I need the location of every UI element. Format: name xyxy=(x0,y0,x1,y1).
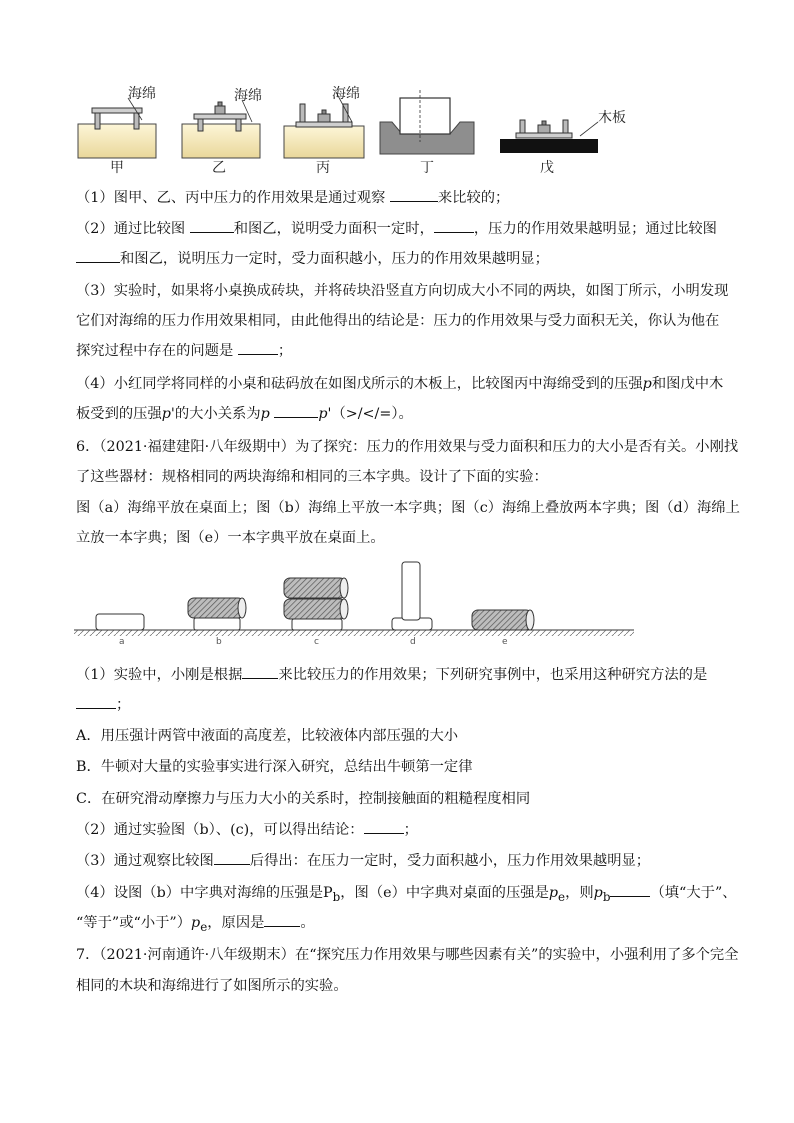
q5-part2-line1: （2）通过比较图 和图乙，说明受力面积一定时， ，压力的作用效果越明显；通过比较图 xyxy=(76,218,754,240)
q6-option-c: C．在研究滑动摩擦力与压力大小的关系时，控制接触面的粗糙程度相同 xyxy=(76,791,531,807)
setup-wu xyxy=(500,109,626,174)
q6-desc-line1: 图（a）海绵平放在桌面上；图（b）海绵上平放一本字典；图（c）海绵上叠放两本字典；图（d）海绵上 xyxy=(76,500,740,516)
label-board: 木板 xyxy=(598,110,626,126)
setup-bing xyxy=(284,86,364,174)
caption-ding: 丁 xyxy=(420,160,434,174)
q6-option-a: A．用压强计两管中液面的高度差，比较液体内部压强的大小 xyxy=(76,728,459,744)
setup-jia xyxy=(78,86,156,174)
label-sponge-bing: 海绵 xyxy=(332,86,360,102)
answer-blank[interactable] xyxy=(242,664,278,679)
q6-header-line2: 了这些器材：规格相同的两块海绵和相同的三本字典。设计了下面的实验： xyxy=(76,469,548,485)
label-b: b xyxy=(216,637,222,647)
label-a: a xyxy=(119,637,125,647)
q5-part1: （1）图甲、乙、丙中压力的作用效果是通过观察 来比较的； xyxy=(76,187,754,209)
setup-yi xyxy=(182,88,262,174)
label-sponge-jia: 海绵 xyxy=(128,86,156,102)
answer-blank[interactable] xyxy=(214,850,250,865)
setup-a xyxy=(96,614,144,647)
answer-blank[interactable] xyxy=(238,340,278,355)
answer-blank[interactable] xyxy=(274,403,318,418)
q5-part2-line2: 和图乙，说明压力一定时，受力面积越小，压力的作用效果越明显； xyxy=(76,248,754,270)
setup-ding xyxy=(380,90,474,174)
q6-part2: （2）通过实验图（b）、(c)，可以得出结论： ； xyxy=(76,819,754,841)
q6-header-line1: 6．（2021·福建建阳·八年级期中）为了探究：压力的作用效果与受力面积和压力的大小是否有关。小刚找 xyxy=(76,439,739,455)
answer-blank[interactable] xyxy=(264,912,300,927)
caption-bing: 丙 xyxy=(316,160,330,174)
q6-part1-line1: （1）实验中，小刚是根据 来比较压力的作用效果；下列研究事例中，也采用这种研究方法的是 xyxy=(76,664,754,686)
q5-part3-line2: 它们对海绵的压力作用效果相同，由此他得出的结论是：压力的作用效果与受力面积无关，你认为他在 xyxy=(76,313,720,329)
figure-pressure-experiments xyxy=(70,84,630,174)
q5-part3-line1: （3）实验时，如果将小桌换成砖块，并将砖块沿竖直方向切成大小不同的两块，如图丁所示，小明发现 xyxy=(76,283,729,299)
setup-c xyxy=(284,578,348,647)
caption-wu: 戊 xyxy=(540,160,554,174)
label-e: e xyxy=(502,637,508,647)
answer-blank[interactable] xyxy=(76,248,120,263)
caption-yi: 乙 xyxy=(212,160,226,174)
q5-part3-line3: 探究过程中存在的问题是 ； xyxy=(76,340,754,362)
answer-blank[interactable] xyxy=(610,882,650,897)
label-sponge-yi: 海绵 xyxy=(234,88,262,104)
q6-part4-line1: （4）设图（b）中字典对海绵的压强是$P_b$，图（e）中字典对桌面的压强是$p_e$，则$p_b$ （填“大于”、 xyxy=(76,882,754,908)
answer-blank[interactable] xyxy=(190,218,234,233)
caption-jia: 甲 xyxy=(110,160,124,174)
answer-blank[interactable] xyxy=(390,187,438,202)
figure-dictionary-sponge xyxy=(74,556,714,656)
q6-desc-line2: 立放一本字典；图（e）一本字典平放在桌面上。 xyxy=(76,530,385,546)
setup-e xyxy=(472,610,534,647)
label-d: d xyxy=(410,637,416,647)
q7-line2: 相同的木块和海绵进行了如图所示的实验。 xyxy=(76,978,348,994)
setup-b xyxy=(188,598,246,647)
q5-part4-line1: （4）小红同学将同样的小桌和砝码放在如图戊所示的木板上，比较图丙中海绵受到的压强p和图戊中木 xyxy=(76,376,724,392)
answer-blank[interactable] xyxy=(434,218,474,233)
answer-blank[interactable] xyxy=(76,694,116,709)
q5-part4-line2: 板受到的压强p'的大小关系为p p'（>/</=）。 xyxy=(76,403,754,425)
q6-part4-line2: “等于”或“小于$”)p_e$，原因是 。 xyxy=(76,912,754,938)
label-c: c xyxy=(314,637,319,647)
q6-part1-line2: ； xyxy=(76,694,754,716)
q6-part3: （3）通过观察比较图 后得出：在压力一定时，受力面积越小，压力作用效果越明显； xyxy=(76,850,754,872)
q7-line1: 7．（2021·河南通许·八年级期末）在“探究压力作用效果与哪些因素有关”的实验中，小强利用了多个完全 xyxy=(76,947,739,963)
q6-option-b: B．牛顿对大量的实验事实进行深入研究，总结出牛顿第一定律 xyxy=(76,759,473,775)
answer-blank[interactable] xyxy=(364,819,404,834)
